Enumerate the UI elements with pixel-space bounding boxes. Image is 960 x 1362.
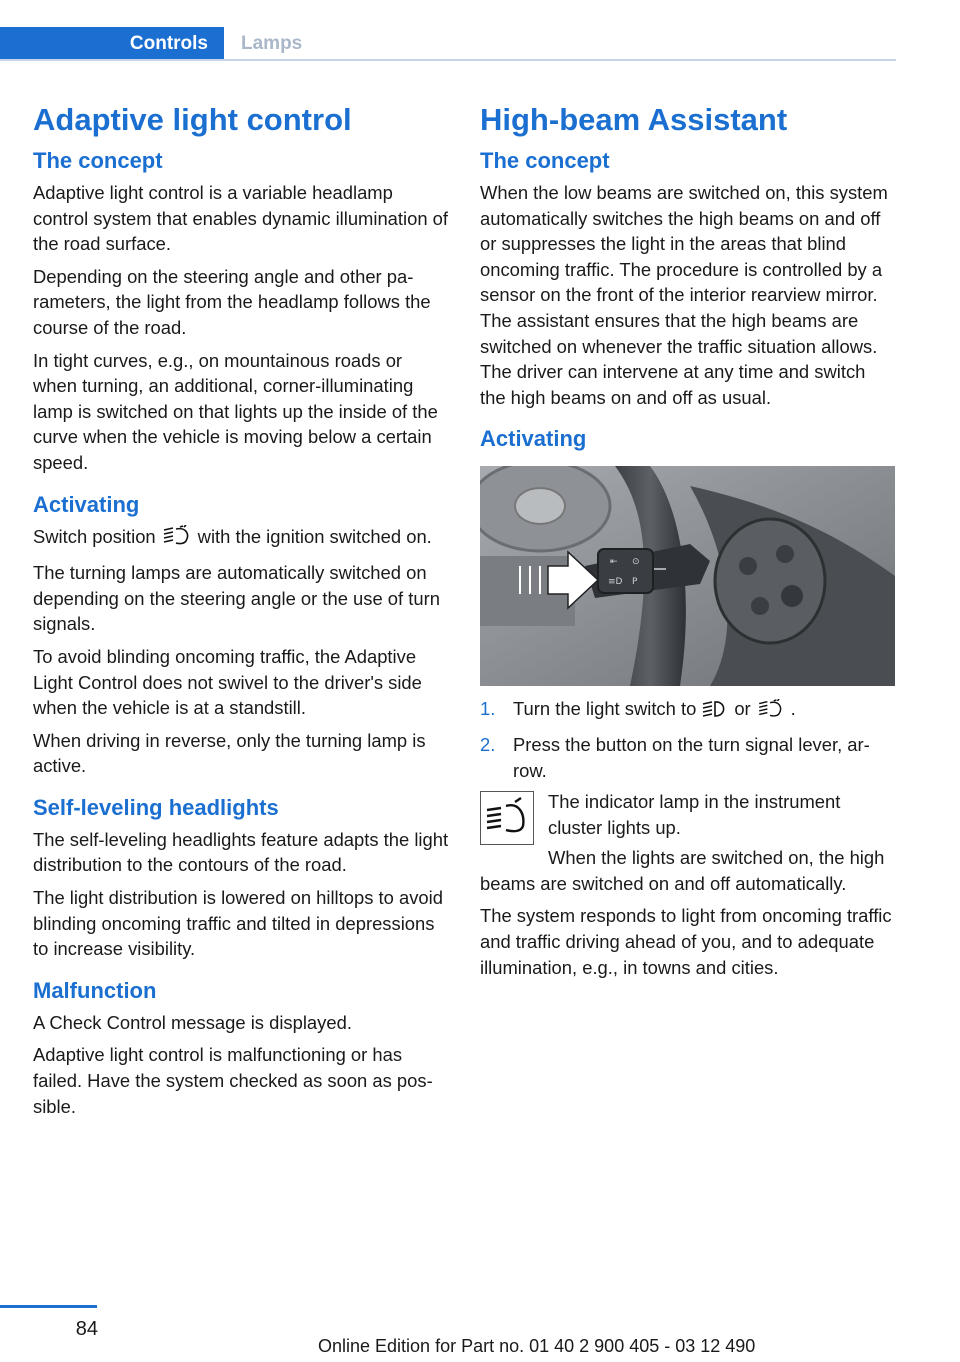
indicator-note	[480, 789, 896, 845]
concept-paragraph: When the low beams are switched on, this system automatically switches the high beams on and off or suppresses the light in the areas that blind oncoming traffic. The procedure is controlled by a sensor on the front of the interior rearview mirror. The assistant ensures that the high beams are switched on whenever the traffic situation allows. The driver can intervene at any time and switch the high beams on and off as usual.	[480, 182, 888, 408]
concept-heading: The concept	[33, 148, 163, 173]
concept-paragraph: Adaptive light control is a variable headlamp control system that enables dynamic illumination of the road surface.	[33, 182, 449, 255]
step-item: 1. Turn the light switch to or .	[480, 696, 896, 726]
footer-rule	[0, 1305, 97, 1308]
concept-heading: The concept	[480, 148, 610, 173]
activating-heading: Activating	[480, 426, 587, 452]
left-column	[33, 100, 449, 1126]
activating-paragraph: To avoid blinding oncoming traffic, the Adaptive Light Control does not swivel to the driver's side when the vehicle is at a standstill.	[33, 645, 422, 719]
svg-text:⇤: ⇤	[610, 557, 618, 568]
indicator-paragraph: When the lights are switched on, the high beams are switched on and off automatically.	[480, 847, 885, 894]
concept-paragraph: In tight curves, e.g., on mountainous roads or when turning, an additional, corner-illuminating lamp is switched on that lights up the inside of the curve when the vehicle is moving below a certain speed.	[33, 349, 438, 473]
malfunction-heading: Malfunction	[33, 977, 157, 1003]
header-rule	[0, 59, 896, 61]
low-beam-icon	[702, 699, 728, 726]
page-number: 84	[75, 1318, 98, 1340]
high-beam-assistant-indicator-icon	[480, 791, 534, 845]
svg-text:≡D: ≡D	[608, 577, 623, 588]
indicator-paragraph: The indicator lamp in the instrument cluster lights up.	[548, 791, 841, 838]
high-beam-title: High-beam Assistant	[480, 102, 788, 137]
activating-heading: Activating	[33, 491, 140, 517]
edition-footer: Online Edition for Part no. 01 40 2 900 405 - 03 12 490	[318, 1336, 756, 1356]
right-column	[480, 100, 896, 987]
adaptive-light-title: Adaptive light control	[33, 102, 352, 137]
step-item: 2. Press the button on the turn signal lever, arrow.	[480, 733, 870, 781]
svg-text:⊙: ⊙	[632, 557, 640, 568]
concept-paragraph: Depending on the steering angle and other parameters, the light from the headlamp follows the course of the road.	[33, 265, 431, 338]
activating-paragraph: Switch position with the ignition switched on.	[33, 524, 449, 554]
self-leveling-heading: Self-leveling headlights	[33, 794, 279, 820]
malfunction-paragraph: A Check Control message is displayed.	[33, 1011, 352, 1033]
activating-paragraph: When driving in reverse, only the turning lamp is active.	[33, 729, 426, 777]
tab-controls[interactable]: Controls	[0, 27, 224, 61]
steering-wheel-photo	[480, 466, 895, 686]
self-leveling-paragraph: The self-leveling headlights feature adapts the light distribution to the contours of the road.	[33, 828, 449, 876]
malfunction-paragraph: Adaptive light control is malfunctioning or has failed. Have the system checked as soon as possible.	[33, 1044, 433, 1117]
headlamp-auto-icon	[757, 699, 785, 726]
headlamp-auto-icon	[162, 525, 192, 554]
page-header	[0, 27, 896, 61]
self-leveling-paragraph: The light distribution is lowered on hilltops to avoid blinding oncoming traffic and tilted in depressions to increase visibility.	[33, 887, 443, 960]
activating-paragraph: The turning lamps are automatically switched on depending on the steering angle or the use of turn signals.	[33, 562, 440, 635]
tab-lamps[interactable]: Lamps	[241, 33, 303, 54]
activation-steps	[480, 696, 896, 783]
activating-paragraph: The system responds to light from oncoming traffic and traffic driving ahead of you, and to adequate illumination, e.g., in towns and cities.	[480, 905, 892, 978]
svg-text:P: P	[632, 577, 638, 588]
